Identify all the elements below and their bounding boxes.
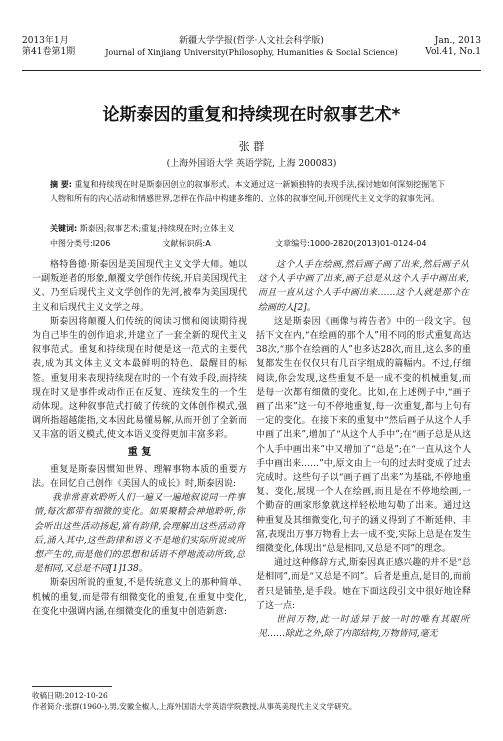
abstract-label: 摘 要: [50,180,72,189]
section-heading: 重 复 [127,446,152,458]
header-volume-en: Vol.41, No.1 [425,47,481,57]
block-quote: 世间万物,此一时适异于彼一时的唯有其眼所见……除此之外,除了内部结构,万物皆同,毫无 [258,615,469,640]
article-number: 文章编号:1000-2820(2013)01-0124-04 [275,239,427,248]
author-name: 张 群 [238,140,265,153]
abstract-text: 重复和持续现在时是斯泰因创立的叙事形式。本文通过这一新颖独特的表现手法,探讨她如何深刻挖掘笔下人物和所有的内心活动和情感世界,怎样在作品中构建多维的、立体的叙事空间,开创现代主义文学的叙事先河。 [50,180,446,203]
paragraph: 重复是斯泰因惯知世界、理解事物本质的重要方法。在回忆自己创作《美国人的成长》时,斯泰因说: [32,464,247,490]
left-column [32,258,247,619]
journal-name-cn: 新疆大学学报(哲学·人文社会科学版) [179,36,324,46]
paragraph: 通过这种修辞方式,斯泰因真正感兴趣的并不是“总是相同”,而是“又总是不同”。后者是重点,是目的,而前者只是铺垫,是手段。她在下面这段引文中很好地诠释了这一点: [256,558,471,611]
keywords [50,223,453,234]
classification-line [50,238,453,249]
keywords-text: 斯泰因;叙事艺术;重复;持续现在时;立体主义 [79,224,235,233]
header-issue-en [425,36,481,58]
block-quote: 这个人手在绘画,然后画子画了出来,然后画子从这个人手中画了出来,画子总是从这个人手中画出来,而且一直从这个人手中画出来……这个人就是那个在绘画的人[2]。 [258,260,469,313]
footnote [32,690,481,712]
clc-number: 中图分类号:I206 [50,239,111,248]
header-rule [22,70,481,71]
header-date-en: Jan., 2013 [434,36,481,46]
journal-name-en: Journal of Xinjiang University(Philosophy, Humanities & Social Science) [105,48,398,57]
footnote-rule [32,686,112,687]
header-volume: 第41卷第1期 [22,47,76,57]
paragraph: 斯泰因将颠覆人们传统的阅读习惯和阅读期待视为自己毕生的创作追求,并建立了一套全新的现代主义叙事范式。重复和持续现在时便是这一范式的主要代表,成为其文体主义文本最鲜明的特色、最醒目的标签。重复用来表现持续现在时的一个有效手段,而持续现在时又是事件或动作正在反复、连续发生的一个生动体现。这种叙事范式打破了传统的文体创作模式,强调所指超越能指,文本因此易懂易解,从而开创了全新而又丰富的语义模式,使文本语义变得更加丰富多彩。 [32,316,247,441]
block-quote: 我非常喜欢聆听人们一遍又一遍地叙说同一件事情,每次都带有细微的变化。如果聚精会神地聆听,你会听出这些活动扬起,富有韵律,会理解出这些活动背后,涌入其中,这些韵律和语义不是地们实际所说或所想产生的,而是他们的思想和话语不停地流动所致,总是相同,又总是不同[1]138。 [34,493,245,575]
author-bio: 作者简介:张群(1960-),男,安徽全椒人,上海外国语大学英语学院教授,从事英美现代主义文学研究。 [32,702,357,711]
paragraph: 格特鲁德·斯泰因是美国现代主义文学大师。她以一副叛逆者的形象,颠覆文学创作传统,开启美国现代主义、乃至后现代主义文学创作的先河,被奉为美国现代主义和后现代主义文学之母。 [32,260,247,313]
article-title: 论斯泰因的重复和持续现在时叙事艺术* [102,105,401,125]
header-journal [22,36,481,58]
paragraph: 这是斯泰因《画像与祷告者》中的一段文字。包括下文在内,“在绘画的那个人”用不同的形式重复高达38次,“那个在绘画的人”也多达28次,而且,这么多的重复都发生在仅仅只有几百字组成的篇幅内。不过,仔细阅读,你会发现,这些重复不是一成不变的机械重复,而是每一次都有细微的变化。比如,在上述例子中,“画子画了出来”这一句不停地重复,每一次重复,都与上句有一定的变化。在接下来的重复中“然后画子从这个人手中画了出来”,增加了“从这个人手中”;在“画子总是从这个人手中画出来”中又增加了“总是”;在“一直从这个人手中画出来……”中,原文由上一句的过去时变成了过去完成时。这些句子以“画子画了出来”为基础,不停地重复、变化,展现一个人在绘画,而且是在不停地绘画,一个勤奋的画家形象就这样轻松地勾勒了出来。通过这种重复及其细微变化,句子的涵义得到了不断延伸、丰富,表现出万事万物看上去一成不变,实际上总是在发生细微变化,体现出“总是相同,又总是不同”的理念。 [256,316,471,555]
paragraph: 斯泰因所说的重复,不是传统意义上的那种简单、机械的重复,而是带有细微变化的重复,在重复中变化,在变化中强调内涵,在细微变化的重复中创造新意: [32,578,247,617]
header-date: 2013年1月 [22,36,69,46]
document-code: 文献标识码:A [162,239,211,248]
author-affiliation: (上海外国语大学 英语学院, 上海 200083) [166,159,337,169]
right-column [256,258,471,641]
received-date: 收稿日期:2012-10-26 [32,691,108,700]
running-header [22,36,481,70]
abstract [50,178,453,205]
keywords-label: 关键词: [50,224,78,233]
